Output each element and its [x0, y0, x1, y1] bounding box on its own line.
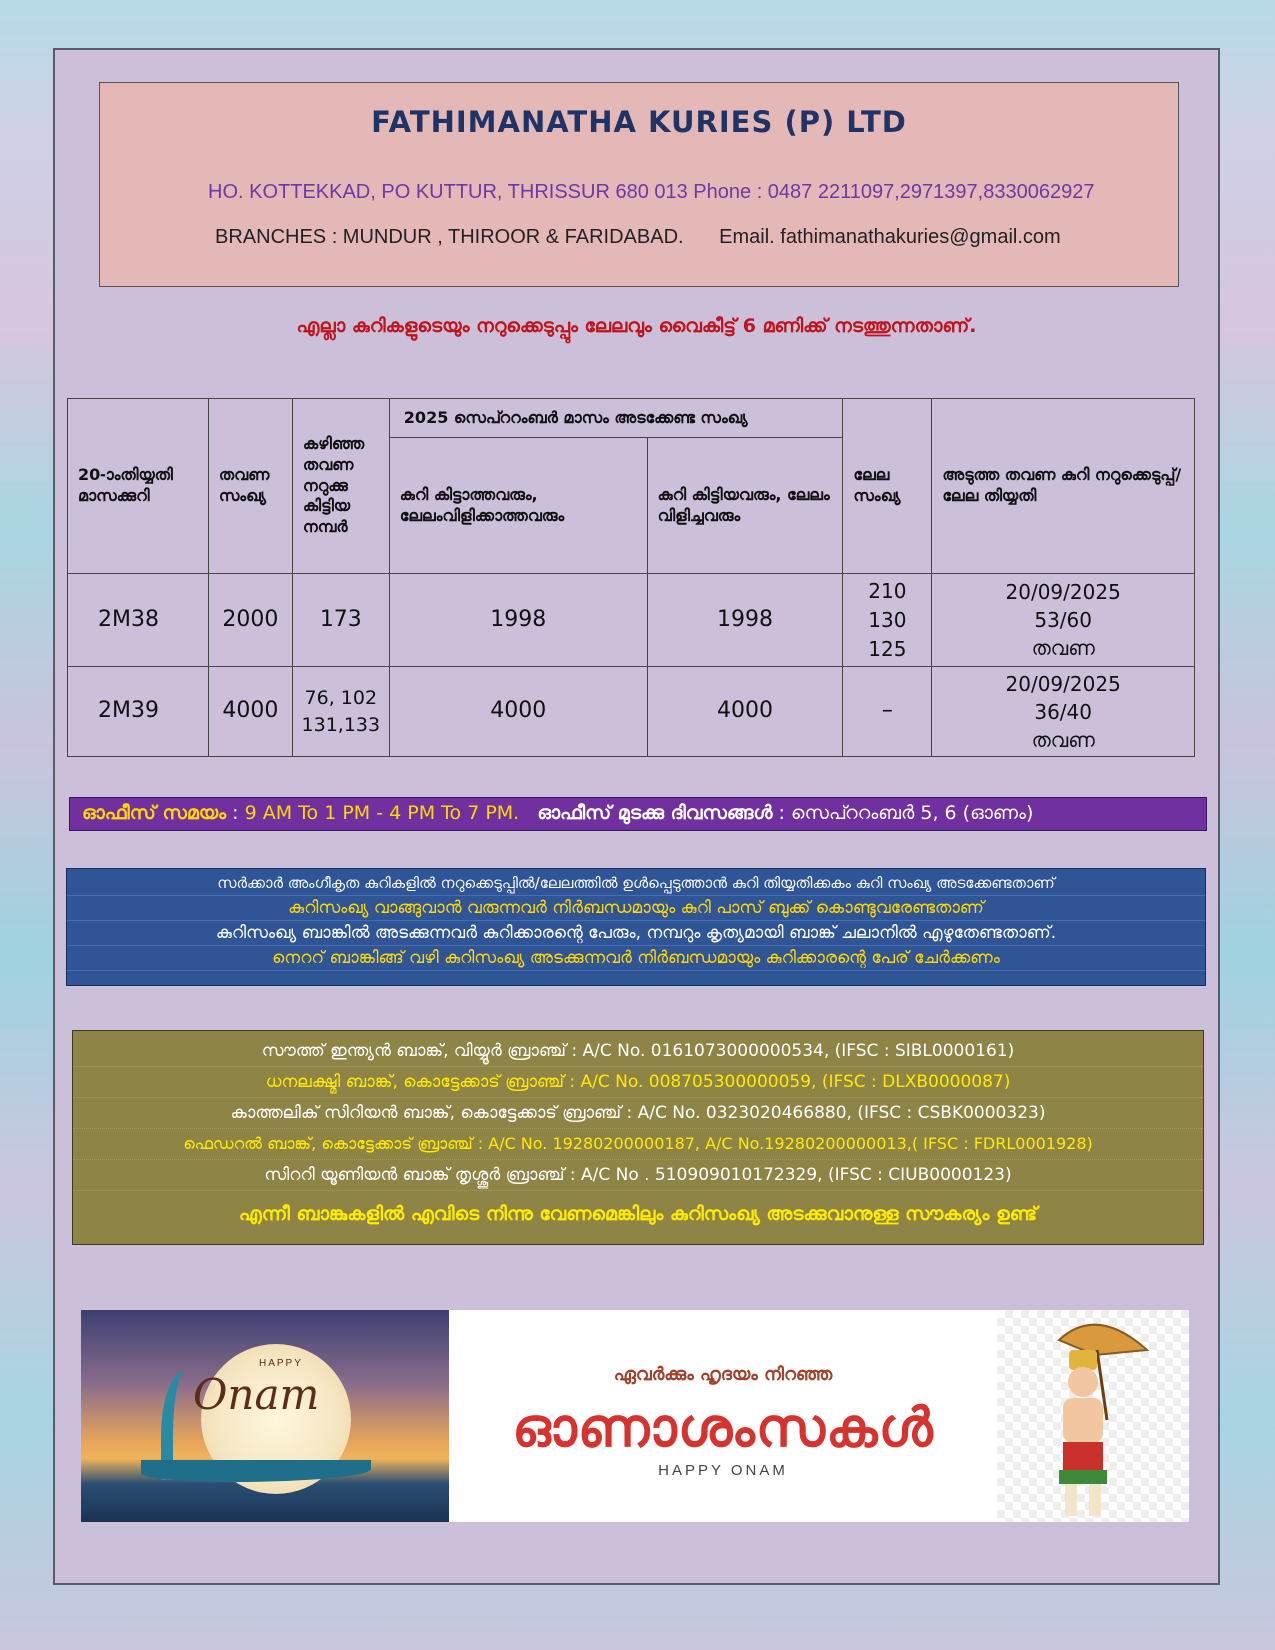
snake-boat-shape	[141, 1460, 371, 1482]
cell-not-won: 1998	[389, 574, 647, 667]
email-text: Email. fathimanathakuries@gmail.com	[719, 226, 1061, 248]
notice-page	[53, 48, 1220, 1585]
cell-next-date	[932, 667, 1195, 757]
installment-word: തവണ	[1031, 727, 1095, 752]
greeting-small: ഏവർക്കും ഹൃദയം നിറഞ്ഞ	[613, 1364, 833, 1385]
holiday-days: 5, 6 (ഓണം)	[920, 802, 1034, 824]
cell-next-date	[932, 574, 1195, 667]
auction-amount: –	[881, 698, 893, 724]
draw-time-notice: എല്ലാ കുറികളുടെയും നറുക്കെടുപ്പും ലേലവും വൈകീട്ട് 6 മണിക്ക് നടത്തുന്നതാണ്.	[296, 315, 977, 337]
table-header-row	[68, 399, 1195, 438]
header-kuri: 20-ാംതിയ്യതി മാസക്കുറി	[68, 399, 209, 574]
cell-won: 4000	[647, 667, 843, 757]
header-not-won: കുറി കിട്ടാത്തവരും, ലേലംവിളിക്കാത്തവരും	[389, 438, 647, 574]
holiday-month: സെപ്ററംബർ	[790, 802, 921, 824]
header-won: കുറി കിട്ടിയവരും, ലേലം വിളിച്ചവരും	[647, 438, 843, 574]
last-draw-number: 131,133	[301, 713, 381, 736]
mahabali-figure-icon	[997, 1310, 1189, 1522]
bank-footer-note: എന്നീ ബാങ്കുകളിൽ എവിടെ നിന്നു വേണമെങ്കിലും കുറിസംഖ്യ അടക്കുവാനുള്ള സൗകര്യം ഉണ്ട്	[238, 1203, 1038, 1225]
branches-text: BRANCHES : MUNDUR , THIROOR & FARIDABAD.	[215, 226, 684, 248]
office-hours-bar	[69, 797, 1207, 831]
cell-last-draw	[292, 667, 389, 757]
cell-auction	[843, 574, 932, 667]
onam-boat-image	[81, 1310, 449, 1522]
header-next-date: അടുത്ത തവണ കുറി നറുക്കെടുപ്പ്/ലേല തിയ്യതി	[932, 399, 1195, 574]
installment-word: തവണ	[1031, 636, 1095, 660]
bank-account-line: ഫെഡറൽ ബാങ്ക്, കൊട്ടേക്കാട് ബ്രാഞ്ച് : A/C No. 19280200000187, A/C No.19280200000013,( IFSC : FDRL0001928)	[73, 1129, 1203, 1160]
kuri-table	[67, 398, 1195, 757]
auction-amount: 210	[868, 578, 907, 603]
office-hours: 9 AM To 1 PM - 4 PM To 7 PM.	[244, 802, 520, 824]
greeting-english: HAPPY ONAM	[658, 1462, 788, 1479]
happy-small-text: HAPPY	[259, 1358, 303, 1369]
holiday-label: ഓഫീസ് മുടക്കു ദിവസങ്ങൾ	[537, 802, 773, 824]
header-last-draw: കഴിഞ്ഞ തവണ നറുക്കു കിട്ടിയ നമ്പർ	[292, 399, 389, 574]
cell-not-won: 4000	[389, 667, 647, 757]
holiday-colon: :	[772, 802, 791, 824]
bank-account-line: സിററി യൂണിയൻ ബാങ്ക് തൃശ്ശൂർ ബ്രാഞ്ച് : A/C No . 510909010172329, (IFSC : CIUB0000123)	[73, 1160, 1203, 1191]
header-auction: ലേല സംഖ്യ	[843, 399, 932, 574]
auction-amount: 125	[868, 636, 907, 661]
installment-count: 36/40	[1034, 699, 1092, 724]
next-date: 20/09/2025	[1005, 580, 1121, 604]
cell-kuri: 2M38	[68, 574, 209, 667]
table-row	[68, 574, 1195, 667]
office-colon: :	[226, 802, 245, 824]
table-row	[68, 667, 1195, 757]
office-hours-label: ഓഫീസ് സമയം	[82, 802, 227, 824]
rule-line: കുറിസംഖ്യ വാങ്ങുവാൻ വരുന്നവർ നിർബന്ധമായും കുറി പാസ് ബുക്ക് കൊണ്ടുവരേണ്ടതാണ്	[67, 896, 1205, 921]
greeting-big: ഓണാശംസകൾ	[512, 1396, 934, 1459]
cell-last-draw	[292, 574, 389, 667]
next-date: 20/09/2025	[1005, 671, 1121, 696]
cell-auction	[843, 667, 932, 757]
cell-won: 1998	[647, 574, 843, 667]
cell-installment: 2000	[208, 574, 292, 667]
onam-script-text: Onam	[193, 1370, 320, 1419]
bank-account-line: ധനലക്ഷ്മി ബാങ്ക്, കൊട്ടേക്കാട് ബ്രാഞ്ച് : A/C No. 008705300000059, (IFSC : DLXB0000087)	[73, 1067, 1203, 1098]
cell-kuri: 2M39	[68, 667, 209, 757]
header-september-due: 2025 സെപ്ററംബർ മാസം അടക്കേണ്ട സംഖ്യ	[389, 399, 843, 438]
installment-count: 53/60	[1034, 608, 1092, 632]
last-draw-number: 173	[319, 606, 362, 632]
rule-line: സർക്കാർ അംഗീകൃത കുറികളിൽ നറുക്കെടുപ്പിൽ/ലേലത്തിൽ ഉൾപ്പെടുത്താൻ കുറി തിയ്യതിക്കകം കുറി സംഖ്യ അടക്കേണ്ടതാണ്	[67, 871, 1205, 896]
bank-account-line: സൗത്ത് ഇന്ത്യൻ ബാങ്ക്, വിയ്യൂർ ബ്രാഞ്ച് : A/C No. 0161073000000534, (IFSC : SIBL0000161)	[73, 1036, 1203, 1067]
cell-installment: 4000	[208, 667, 292, 757]
company-address: HO. KOTTEKKAD, PO KUTTUR, THRISSUR 680 013 Phone : 0487 2211097,2971397,8330062927	[208, 181, 1095, 203]
bank-account-line: കാത്തലിക് സിറിയൻ ബാങ്ക്, കൊട്ടേക്കാട് ബ്രാഞ്ച് : A/C No. 0323020466880, (IFSC : CSBK0000323)	[73, 1098, 1203, 1129]
onam-banner	[81, 1310, 1189, 1522]
rule-line: കുറിസംഖ്യ ബാങ്കിൽ അടക്കുന്നവർ കുറിക്കാരന്റെ പേരും, നമ്പറും കൃത്യമായി ബാങ്ക് ചലാനിൽ എഴുതേണ്ടതാണ്.	[67, 921, 1205, 946]
auction-amount: 130	[868, 607, 907, 632]
company-header	[99, 82, 1179, 287]
branches-line	[215, 226, 1061, 249]
last-draw-number: 76, 102	[304, 686, 378, 709]
bank-accounts-box	[72, 1030, 1204, 1245]
mahabali-image	[997, 1310, 1189, 1522]
company-name: FATHIMANATHA KURIES (P) LTD	[371, 105, 907, 139]
rule-line: നെററ് ബാങ്കിങ്ങ് വഴി കുറിസംഖ്യ അടക്കുന്നവർ നിർബന്ധമായും കുറിക്കാരന്റെ പേര് ചേർക്കണം	[67, 946, 1205, 971]
onam-greeting	[449, 1310, 997, 1522]
rules-box	[66, 868, 1206, 986]
header-installment: തവണ സംഖ്യ	[208, 399, 292, 574]
